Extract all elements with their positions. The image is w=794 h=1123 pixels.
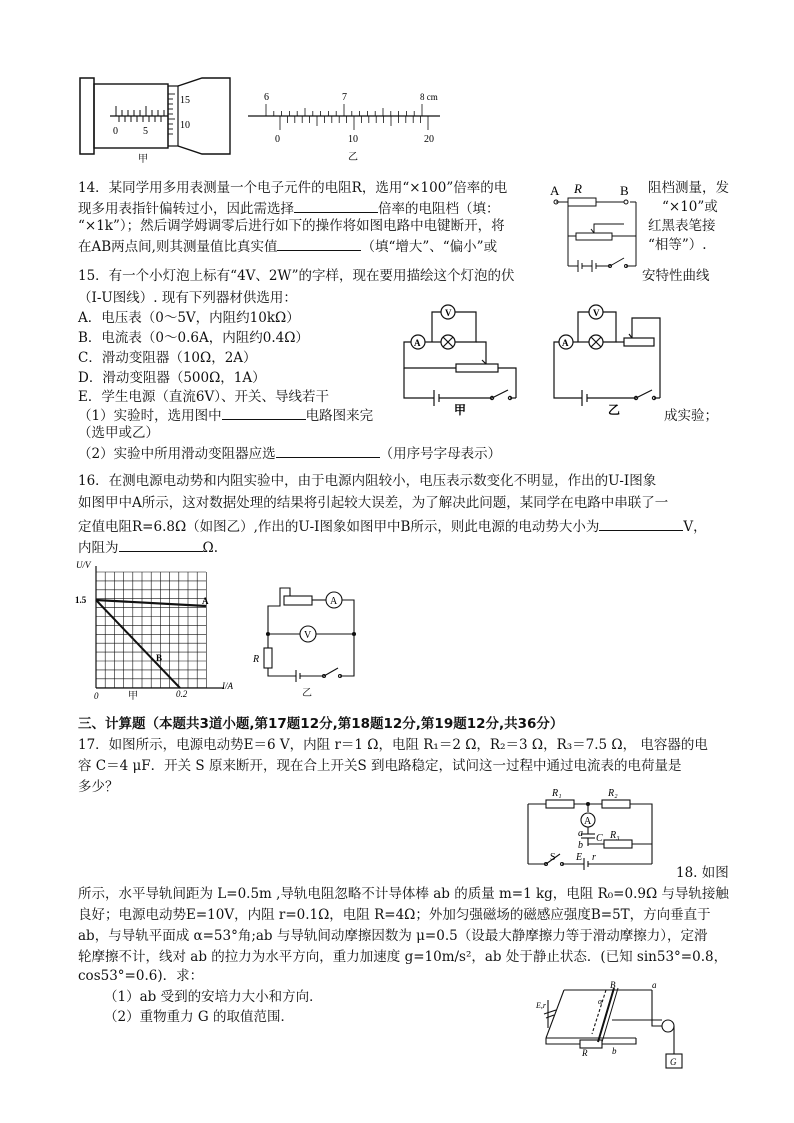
q16-circuit-label-V: V <box>304 630 312 641</box>
q15-option-D: D．滑动变阻器（500Ω，1A） <box>78 370 266 386</box>
q17-line2: 容 C＝4 μF．开关 S 原来断开，现在合上开关S 到电路稳定，试问这一过程中通过电流表的电荷量是 <box>78 758 682 774</box>
q18-line0: 18. 如图 <box>676 865 729 881</box>
micrometer-label-0: 0 <box>113 126 118 137</box>
q14-label-R: R <box>574 181 582 196</box>
q15-blank-1[interactable] <box>222 405 306 420</box>
q18-sub2: （2）重物重力 G 的取值范围． <box>104 1009 294 1025</box>
micrometer-figure <box>78 72 238 164</box>
q14-line3: “×1k”）；然后调学姆调零后进行如下的操作将如图电路中电键断开，将 <box>78 218 505 234</box>
q15-sub2 <box>78 443 501 464</box>
q15-blank-2[interactable] <box>276 443 380 458</box>
q17-label-C: C <box>596 833 603 844</box>
q16-line4 <box>78 537 218 558</box>
q14-line4-text: 在AB两点间,则其测量值比真实值 <box>78 239 278 255</box>
q18-line4: 轮摩擦不计，线对 ab 的拉力为水平方向，重力加速度 g=10m/s²，ab 处于静止状态．(已知 sin53°=0.8， <box>78 949 728 965</box>
q17-label-R2: R₂ <box>608 788 618 799</box>
q16-graph-x02: 0.2 <box>176 689 188 699</box>
caliper-vernier-20: 20 <box>424 134 434 145</box>
q16-circuit-label-R: R <box>253 654 260 665</box>
caliper-caption: 乙 <box>348 152 358 163</box>
svg-text:V: V <box>445 308 452 318</box>
q16-graph-label-A: A <box>202 596 209 606</box>
q14-blank-1[interactable] <box>294 198 378 213</box>
q16-line3-text: 定值电阻R=6.8Ω（如图乙）,作出的U-I图象如图甲中B所示，则此电源的电动势大小为 <box>78 519 600 535</box>
q16-ui-graph <box>74 558 234 700</box>
q16-graph-ylabel: U/V <box>76 560 91 570</box>
q17-label-A: A <box>584 816 592 827</box>
q17-label-R1: R₁ <box>552 788 562 799</box>
q16-blank-1[interactable] <box>599 516 683 531</box>
caliper-figure <box>244 86 444 166</box>
q14-line2-text-b: 倍率的电阻档（填： <box>378 201 500 217</box>
q14-line3-tail: 红黑表笔接 <box>648 218 716 234</box>
q14-blank-2[interactable] <box>277 236 361 251</box>
q18-line5: cos53°=0.6)．求： <box>78 968 204 984</box>
q14-line2-tail: “×10”或 <box>662 199 718 215</box>
q15-sub2-text: （2）实验中所用滑动变阻器应选 <box>78 446 276 462</box>
q15-sub1-tail: 成实验； <box>664 408 718 424</box>
caliper-label-8: 8 cm <box>420 92 438 102</box>
q17-circuit-figure <box>516 784 666 880</box>
q15-option-C: C．滑动变阻器（10Ω，2A） <box>78 350 257 366</box>
q16-line4-text-b: Ω. <box>202 540 218 556</box>
q16-line3-text-b: V， <box>683 519 707 535</box>
svg-text:V: V <box>593 308 600 318</box>
q16-circuit-caption: 乙 <box>302 688 312 699</box>
q14-line2-text: 现多用表指针偏转过小，因此需选择 <box>78 201 294 217</box>
section3-title: 三、计算题（本题共3道小题,第17题12分,第18题12分,第19题12分,共36分） <box>78 716 564 732</box>
q18-line1: 所示，水平导轨间距为 L=0.5m ,导轨电阻忽略不计导体棒 ab 的质量 m=1 kg，电阻 R₀=0.9Ω 与导轨接触 <box>78 886 729 902</box>
q18-label-alpha: α <box>598 997 603 1006</box>
q18-label-a: a <box>652 980 657 990</box>
micrometer-caption: 甲 <box>138 154 148 164</box>
q15-circuit-yi <box>548 298 668 424</box>
q14-label-B: B <box>620 183 629 198</box>
q14-line2 <box>78 198 500 219</box>
q16-line1: 16．在测电源电动势和内阻实验中，由于电源内阻较小，电压表示数变化不明显，作出的U-I图象 <box>78 473 657 489</box>
q17-label-b: b <box>578 840 583 851</box>
q16-blank-2[interactable] <box>119 537 203 552</box>
q18-label-G: G <box>670 1057 677 1067</box>
q17-label-E: E <box>576 852 583 863</box>
q15-caption-yi: 乙 <box>608 403 621 417</box>
q15-line1: 15．有一个小灯泡上标有“4V、2W”的字样，现在要用描绘这个灯泡的伏 <box>78 268 515 284</box>
q18-label-Er: E,r <box>536 1001 546 1010</box>
q17-label-S: S <box>550 852 556 863</box>
q15-sub1 <box>78 405 373 426</box>
q16-graph-y15: 1.5 <box>75 595 87 605</box>
q18-sub1: （1）ab 受到的安培力大小和方向． <box>104 989 323 1005</box>
q15-sub1-note: （选甲或乙） <box>78 425 159 441</box>
q16-graph-label-B: B <box>156 653 163 663</box>
q18-line2: 良好；电源电动势E=10V，内阻 r=0.1Ω，电阻 R=4Ω；外加匀强磁场的磁感应强度B=5T，方向垂直于 <box>78 907 711 923</box>
q17-label-a: a <box>578 828 583 839</box>
q14-line1-tail: 阻档测量，发 <box>648 180 729 196</box>
caliper-label-6: 6 <box>264 92 269 103</box>
svg-text:A: A <box>414 338 421 348</box>
q16-line4-text: 内阻为 <box>78 540 119 556</box>
q15-line1-tail: 安特性曲线 <box>642 268 710 284</box>
q14-line4 <box>78 236 497 257</box>
q16-circuit-label-A: A <box>330 596 338 607</box>
q18-label-R: R <box>582 1048 588 1058</box>
q17-label-R3: R₃ <box>610 830 620 841</box>
q18-label-b: b <box>612 1046 617 1056</box>
caliper-vernier-0: 0 <box>275 134 280 145</box>
q17-line1: 17．如图所示，电源电动势E＝6 V，内阻 r＝1 Ω，电阻 R₁＝2 Ω，R₂＝3 Ω，R₃＝7.5 Ω， 电容器的电 <box>78 737 708 753</box>
q14-line4-text-b: （填“增大”、“偏小”或 <box>361 239 498 255</box>
q15-sub2-text-b: （用序号字母表示） <box>379 446 502 462</box>
q14-label-A: A <box>550 183 560 198</box>
q15-option-A: A．电压表（0～5V，内阻约10kΩ） <box>78 310 300 326</box>
q16-circuit-figure <box>250 584 362 684</box>
q18-rail-figure <box>534 980 692 1080</box>
q15-line2: （I-U图线）. 现有下列器材供选用： <box>78 290 297 306</box>
q15-sub1-text-b: 电路图来完 <box>305 408 374 424</box>
q17-label-r: r <box>592 852 596 863</box>
q14-line4-tail: “相等”）. <box>648 237 707 253</box>
micrometer-label-10: 10 <box>180 120 190 131</box>
svg-text:A: A <box>562 338 569 348</box>
q15-caption-jia: 甲 <box>454 403 467 417</box>
q18-line3: ab，与导轨平面成 α=53°角;ab 与导轨间动摩擦因数为 μ=0.5（设最大静摩擦力等于滑动摩擦力），定滑 <box>78 928 708 944</box>
q16-line3 <box>78 516 707 537</box>
q15-option-B: B．电流表（0～0.6A，内阻约0.4Ω） <box>78 330 309 346</box>
micrometer-label-5: 5 <box>143 126 148 137</box>
micrometer-label-15: 15 <box>180 95 190 106</box>
q16-graph-xlabel: I/A <box>222 681 233 691</box>
q15-circuit-jia <box>398 298 522 424</box>
q16-graph-caption: 甲 <box>128 691 138 700</box>
q16-graph-x0: 0 <box>94 691 99 700</box>
caliper-label-7: 7 <box>342 92 347 103</box>
q18-label-B: B <box>610 980 616 990</box>
q15-sub1-text: （1）实验时，选用图中 <box>78 408 222 424</box>
q14-circuit-figure <box>548 178 646 282</box>
caliper-vernier-10: 10 <box>348 134 358 145</box>
q14-line1: 14．某同学用多用表测量一个电子元件的电阻R，选用“×100”倍率的电 <box>78 180 508 196</box>
q15-option-E: E．学生电源（直流6V）、开关、导线若干 <box>78 389 329 405</box>
q17-line3: 多少？ <box>78 779 119 795</box>
q16-line2: 如图甲中A所示，这对数据处理的结果将引起较大误差，为了解决此问题，某同学在电路中串联了一 <box>78 495 669 511</box>
